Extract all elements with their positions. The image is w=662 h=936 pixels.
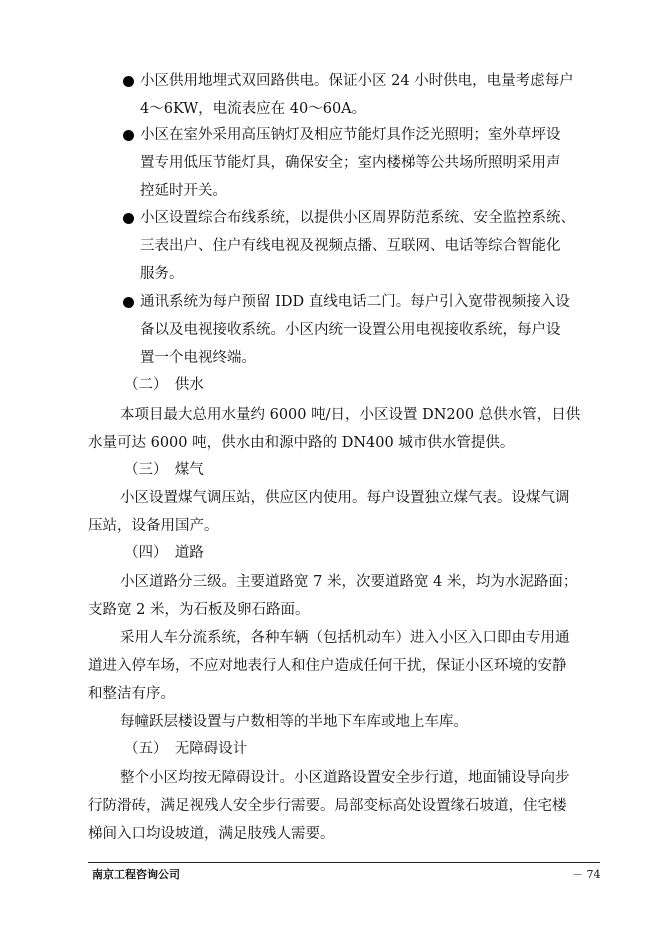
bullet-2-line-3: 控延时开关。 [140,183,227,199]
footer-company: 南京工程咨询公司 [92,868,180,881]
accessible-para-line-3: 梯间入口均设坡道，满足肢残人需要。 [88,826,335,842]
bullet-dot-icon [123,213,134,224]
bullet-dot-icon [123,76,134,87]
accessible-para-line-2: 行防滑砖，满足视残人安全步行需要。局部变标高处设置缘石坡道，住宅楼 [88,798,567,814]
bullet-dot-icon [123,130,134,141]
road-p1-line-2: 支路宽 2 米，为石板及卵石路面。 [88,602,310,618]
road-p2-line-3: 和整洁有序。 [88,686,175,702]
bullet-2-line-1: 小区在室外采用高压钠灯及相应节能灯具作泛光照明；室外草坪设 [140,127,561,143]
water-para-line-2: 水量可达 6000 吨，供水由和源中路的 DN400 城市供水管提供。 [88,435,515,451]
road-p2-line-2: 道进入停车场，不应对地表行人和住户造成任何干扰，保证小区环境的安静 [88,658,567,674]
bullet-4-line-1: 通讯系统为每户预留 IDD 直线电话二门。每户引入宽带视频接入设 [140,294,570,310]
section-heading-road: （四） 道路 [124,545,204,561]
road-p3-line-1: 每幢跃层楼设置与户数相等的半地下车库或地上车库。 [120,714,468,730]
footer-divider [88,862,600,863]
bullet-3-line-2: 三表出户、住户有线电视及视频点播、互联网、电话等综合智能化 [140,238,561,254]
gas-para-line-1: 小区设置煤气调压站，供应区内使用。每户设置独立煤气表。设煤气调 [120,490,570,506]
road-p1-line-1: 小区道路分三级。主要道路宽 7 米，次要道路宽 4 米，均为水泥路面； [120,574,578,590]
bullet-4-line-2: 备以及电视接收系统。小区内统一设置公用电视接收系统，每户设 [140,322,561,338]
footer-page-number: － 74 [572,868,601,881]
bullet-2-line-2: 置专用低压节能灯具，确保安全；室内楼梯等公共场所照明采用声 [140,155,561,171]
bullet-dot-icon [123,297,134,308]
gas-para-line-2: 压站，设备用国产。 [88,518,219,534]
bullet-1-line-2: 4～6KW，电流表应在 40～60A。 [140,101,367,117]
section-heading-gas: （三） 煤气 [124,462,204,478]
bullet-4-line-3: 置一个电视终端。 [140,350,256,366]
section-heading-accessible: （五） 无障碍设计 [124,741,248,757]
water-para-line-1: 本项目最大总用水量约 6000 吨/日，小区设置 DN200 总供水管，日供 [120,407,581,423]
section-heading-water: （二） 供水 [124,377,204,393]
bullet-3-line-3: 服务。 [140,266,184,282]
accessible-para-line-1: 整个小区均按无障碍设计。小区道路设置安全步行道，地面铺设导向步 [120,770,570,786]
bullet-3-line-1: 小区设置综合布线系统，以提供小区周界防范系统、安全监控系统、 [140,210,575,226]
bullet-1-line-1: 小区供用地埋式双回路供电。保证小区 24 小时供电，电量考虑每户 [140,73,574,89]
road-p2-line-1: 采用人车分流系统，各种车辆（包括机动车）进入小区入口即由专用通 [120,630,570,646]
